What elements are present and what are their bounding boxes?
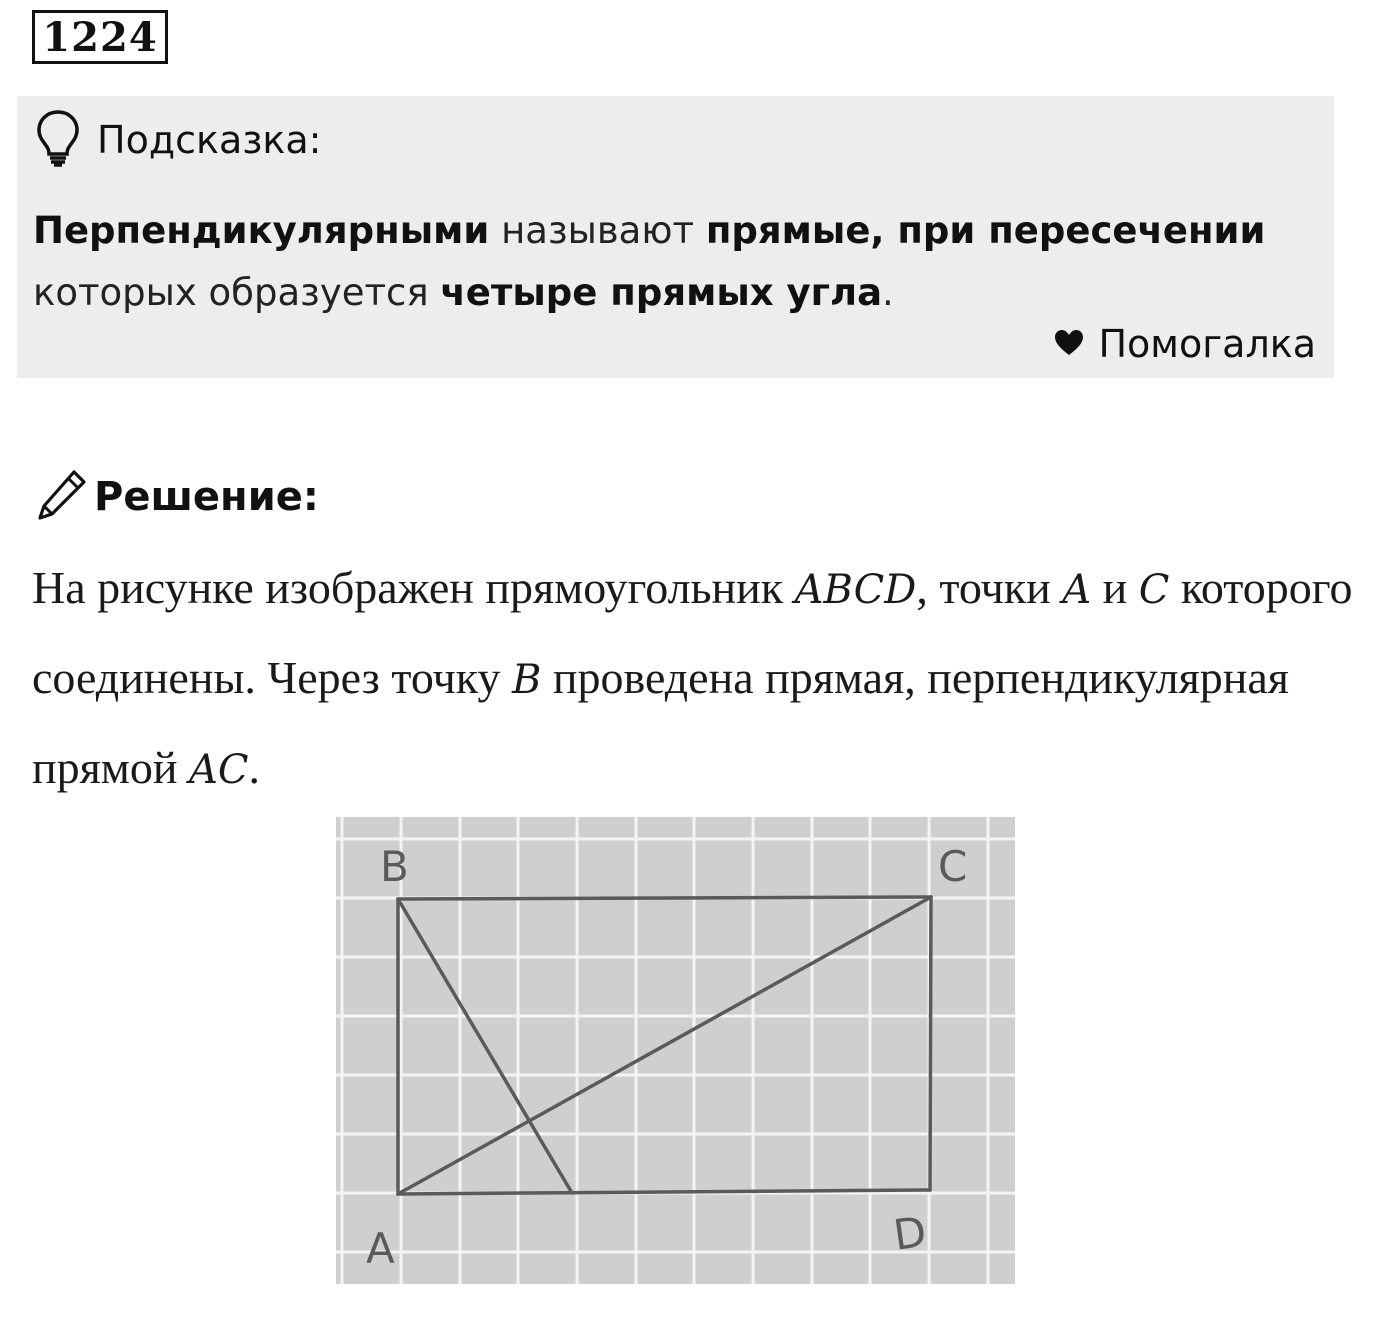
hint-term: Перпендикулярными bbox=[33, 209, 490, 252]
solution-text bbox=[32, 544, 1362, 814]
problem-number-text: 1224 bbox=[42, 13, 158, 61]
solution-text-part: На рисунке изображен прямоугольник bbox=[32, 562, 795, 613]
solution-text-part: и bbox=[1091, 562, 1139, 613]
hint-title: Подсказка: bbox=[97, 118, 322, 162]
rectangle-figure bbox=[336, 817, 1015, 1284]
hint-text-bold: четыре прямых угла bbox=[440, 271, 883, 314]
heart-icon bbox=[1054, 322, 1084, 366]
hint-header bbox=[35, 108, 321, 172]
side-bc bbox=[398, 897, 931, 899]
hint-source bbox=[1054, 322, 1316, 366]
solution-header bbox=[34, 468, 319, 526]
label-c: C bbox=[938, 842, 968, 891]
hint-text-part: называют bbox=[489, 209, 706, 252]
math-c: C bbox=[1138, 567, 1170, 613]
math-abcd: ABCD bbox=[794, 567, 917, 613]
side-cd bbox=[930, 897, 931, 1190]
figure-svg bbox=[336, 817, 1015, 1284]
hint-text-bold: прямые, при пересечении bbox=[705, 209, 1266, 252]
label-a: A bbox=[366, 1224, 395, 1273]
math-ac: AC bbox=[189, 747, 249, 793]
lightbulb-icon bbox=[35, 108, 81, 172]
hint-text-part: которых образуется bbox=[33, 271, 441, 314]
hint-box bbox=[17, 96, 1334, 378]
solution-title: Решение: bbox=[94, 474, 319, 520]
solution-text-part: проведена прямая, перпендикулярная прямой bbox=[32, 652, 1289, 793]
source-label: Помогалка bbox=[1098, 322, 1316, 366]
solution-text-part: . bbox=[248, 742, 261, 793]
math-a: A bbox=[1062, 567, 1092, 613]
solution-text-part: , точки bbox=[916, 562, 1063, 613]
math-b: B bbox=[511, 657, 542, 703]
solution-text-part: которого соединены. Через точку bbox=[32, 562, 1353, 703]
problem-number bbox=[32, 10, 168, 64]
hint-text-part: . bbox=[882, 271, 894, 314]
label-d: D bbox=[890, 1206, 930, 1260]
label-b: B bbox=[380, 842, 409, 891]
hint-text bbox=[33, 200, 1313, 324]
pencil-icon bbox=[34, 468, 88, 526]
